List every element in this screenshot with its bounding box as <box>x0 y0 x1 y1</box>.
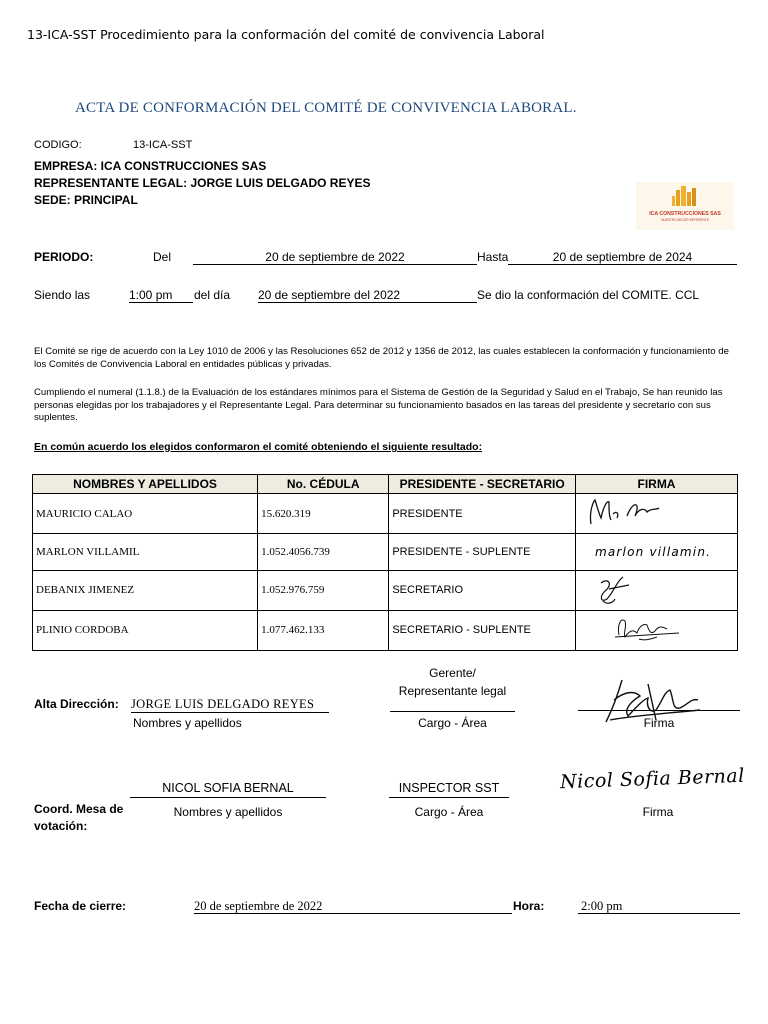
coordinator-cargo-caption: Cargo - Área <box>414 805 484 819</box>
period-from-date: 20 de septiembre de 2022 <box>193 250 477 265</box>
signature-mauricio <box>579 494 737 530</box>
coordinator-name: NICOL SOFIA BERNAL <box>130 781 326 798</box>
member-role: SECRETARIO <box>389 570 576 610</box>
document-header: 13-ICA-SST Procedimiento para la conformación del comité de convivencia Laboral <box>27 27 545 42</box>
coordinator-signature: Nicol Sofia Bernal <box>559 764 746 794</box>
coordinator-firma-caption: Firma <box>642 805 674 819</box>
signature-marlon: marlon villamin. <box>594 544 712 559</box>
senior-management-name-caption: Nombres y apellidos <box>133 716 242 730</box>
committee-table <box>32 474 738 651</box>
coordinator-label-line2: votación: <box>34 819 88 833</box>
senior-management-name: JORGE LUIS DELGADO REYES <box>131 697 329 713</box>
result-heading: En común acuerdo los elegidos conformaron el comité obteniendo el siguiente resultado: <box>34 441 483 453</box>
senior-management-cargo-line2: Representante legal <box>398 684 507 698</box>
member-signature <box>575 570 737 610</box>
standards-paragraph: Cumpliendo el numeral (1.1.8.) de la Evaluación de los estándares mínimos para el Sistema de Gestión de la Seguridad y Salud en el Trabajo, Se han reunido las personas elegidas por los trabajadores y el Representante Legal. Para determinar su funcionamiento basados en las tareas del presidente y secretario con sus suplentes. <box>34 387 723 423</box>
member-cedula: 15.620.319 <box>258 494 389 534</box>
header-role: PRESIDENTE - SECRETARIO <box>389 475 576 494</box>
legal-representative: REPRESENTANTE LEGAL: JORGE LUIS DELGADO REYES <box>34 176 371 190</box>
act-title: ACTA DE CONFORMACIÓN DEL COMITÉ DE CONVIVENCIA LABORAL. <box>75 100 577 116</box>
member-role: PRESIDENTE - SUPLENTE <box>389 534 576 571</box>
closing-date: 20 de septiembre de 2022 <box>194 899 512 914</box>
signature-plinio <box>579 611 737 647</box>
member-name: MAURICIO CALAO <box>33 494 258 534</box>
day-label: del día <box>194 288 231 302</box>
coordinator-cargo: INSPECTOR SST <box>389 781 509 798</box>
time-label: Siendo las <box>34 288 91 302</box>
senior-management-cargo-caption: Cargo - Área <box>418 716 487 730</box>
conformation-statement: Se dio la conformación del COMITE. CCL <box>477 288 700 302</box>
table-header-row <box>33 475 738 494</box>
member-cedula: 1.052.976.759 <box>258 570 389 610</box>
header-cedula: No. CÉDULA <box>258 475 389 494</box>
period-to-date: 20 de septiembre de 2024 <box>508 250 737 265</box>
senior-management-firma-caption: Firma <box>643 716 675 730</box>
member-signature <box>575 610 737 650</box>
senior-management-cargo-line1: Gerente/ <box>429 666 476 680</box>
conformation-date: 20 de septiembre del 2022 <box>258 288 477 303</box>
closing-date-label: Fecha de cierre: <box>34 899 127 913</box>
member-role: SECRETARIO - SUPLENTE <box>389 610 576 650</box>
coordinator-name-caption: Nombres y apellidos <box>173 805 283 819</box>
company-name: EMPRESA: ICA CONSTRUCCIONES SAS <box>34 159 267 173</box>
member-name: MARLON VILLAMIL <box>33 534 258 571</box>
member-role: PRESIDENTE <box>389 494 576 534</box>
code-value: 13-ICA-SST <box>133 139 193 151</box>
closing-time-label: Hora: <box>513 899 545 913</box>
code-label: CODIGO: <box>34 139 82 151</box>
legal-basis-paragraph: El Comité se rige de acuerdo con la Ley 1010 de 2006 y las Resoluciones 652 de 2012 y 1356 de 2012, las cuales establecen la conformación y funcionamiento de los Comités de Convivencia Laboral en entidades públicas y privadas. <box>34 346 729 370</box>
member-signature <box>575 494 737 534</box>
logo-tagline: NUESTRO MEJOR REFERENTE <box>661 218 709 222</box>
table-row <box>33 570 738 610</box>
member-signature <box>575 534 737 571</box>
table-row <box>33 494 738 534</box>
cargo-line <box>390 711 515 712</box>
member-name: PLINIO CORDOBA <box>33 610 258 650</box>
senior-management-label: Alta Dirección: <box>34 697 119 711</box>
member-name: DEBANIX JIMENEZ <box>33 570 258 610</box>
table-row <box>33 534 738 571</box>
period-label: PERIODO: <box>34 250 94 264</box>
period-from-label: Del <box>153 250 172 264</box>
company-logo <box>636 182 734 230</box>
signature-debanix <box>579 571 737 607</box>
logo-name: ICA CONSTRUCCIONES SAS <box>649 211 721 217</box>
company-logo-graphic <box>636 182 734 230</box>
header-signature: FIRMA <box>575 475 737 494</box>
conformation-time: 1:00 pm <box>129 288 193 303</box>
closing-time: 2:00 pm <box>578 899 740 914</box>
member-cedula: 1.052.4056.739 <box>258 534 389 571</box>
member-cedula: 1.077.462.133 <box>258 610 389 650</box>
period-to-label: Hasta <box>477 250 509 264</box>
table-row <box>33 610 738 650</box>
coordinator-label-line1: Coord. Mesa de <box>34 802 124 816</box>
headquarters: SEDE: PRINCIPAL <box>34 193 138 207</box>
header-names: NOMBRES Y APELLIDOS <box>33 475 258 494</box>
signature-jorge <box>600 670 710 730</box>
